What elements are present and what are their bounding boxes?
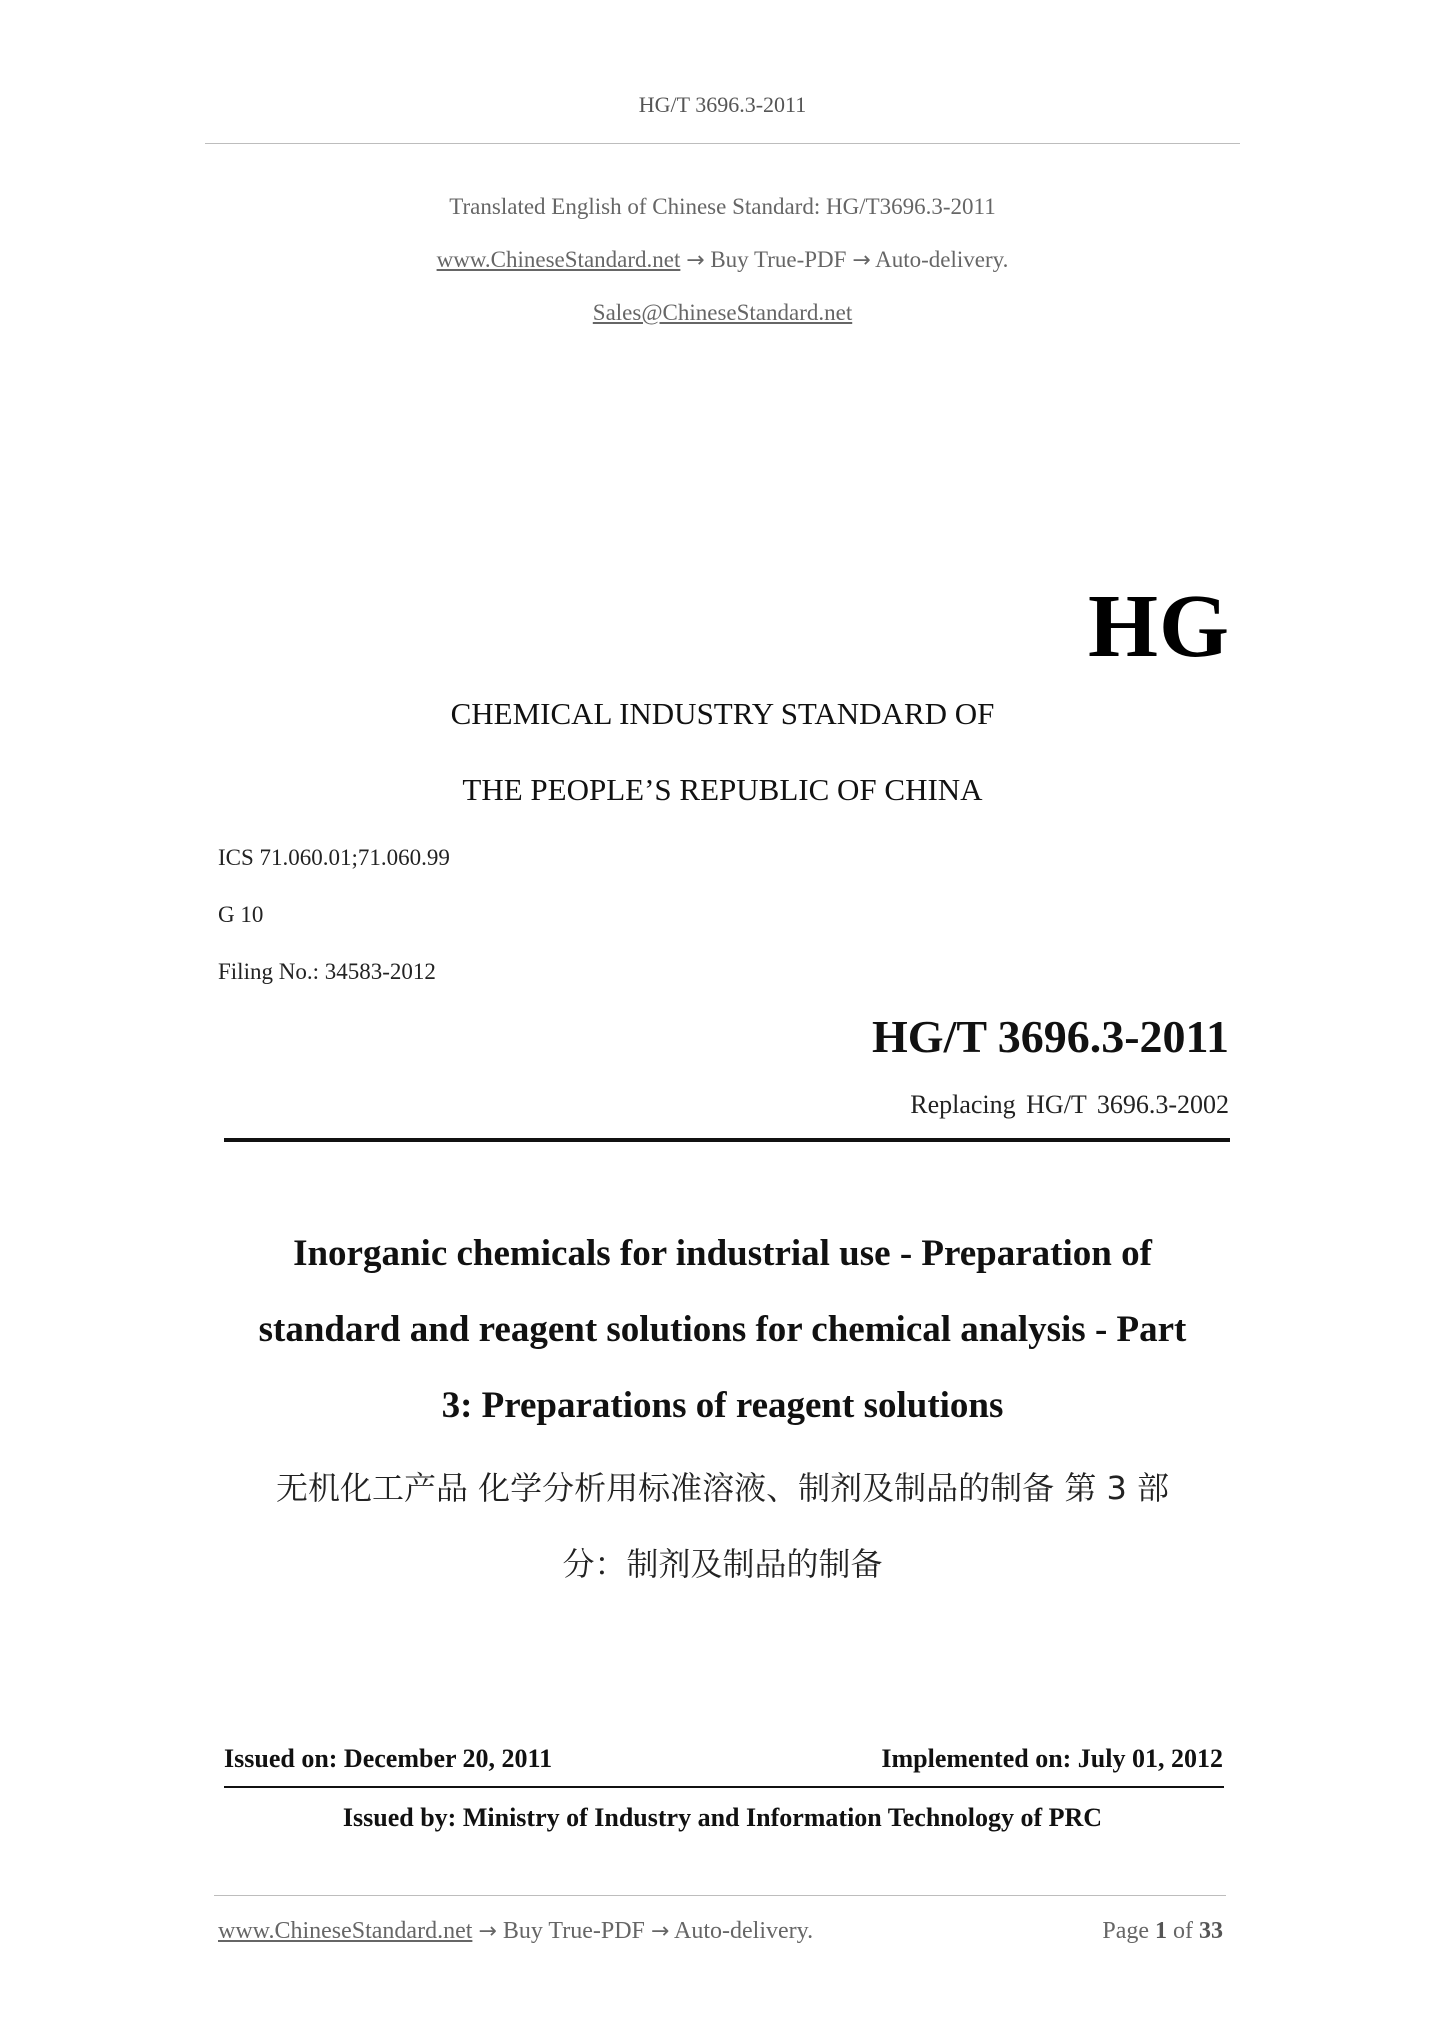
page-total: 33 <box>1199 1918 1223 1944</box>
arrow-right-icon: → <box>478 1919 497 1944</box>
english-title-line2: standard and reagent solutions for chemical analysis - Part <box>258 1309 1187 1350</box>
filing-number: Filing No.: 34583-2012 <box>218 959 436 984</box>
implemented-on-date: Implemented on: July 01, 2012 <box>881 1744 1223 1773</box>
chinese-title-line2: 分：制剂及制品的制备 <box>562 1545 883 1583</box>
issued-on-date: Issued on: December 20, 2011 <box>224 1744 553 1773</box>
standard-title-line1: CHEMICAL INDUSTRY STANDARD OF <box>450 696 995 731</box>
arrow-right-icon: → <box>686 248 705 273</box>
page-of-label: of <box>1173 1918 1193 1944</box>
standard-title-line2: THE PEOPLE’S REPUBLIC OF CHINA <box>462 772 983 807</box>
arrow-right-icon: → <box>650 1919 670 1944</box>
classification-code: G 10 <box>218 902 264 927</box>
title-divider <box>224 1138 1230 1142</box>
delivery-text: Auto-delivery. <box>875 247 1009 272</box>
footer-delivery-text: Auto-delivery. <box>674 1918 814 1944</box>
running-header: HG/T 3696.3-2011 <box>638 92 807 117</box>
page-indicator <box>1102 1918 1223 1945</box>
footer-website-link[interactable]: www.ChineseStandard.net <box>218 1918 473 1944</box>
email-link[interactable]: Sales@ChineseStandard.net <box>592 300 853 325</box>
translation-notice: Translated English of Chinese Standard: HG/T3696.3-2011 <box>449 194 996 219</box>
issue-divider <box>224 1786 1224 1788</box>
website-link[interactable]: www.ChineseStandard.net <box>436 247 681 272</box>
header-divider <box>205 143 1240 144</box>
footer-buy-text: Buy True-PDF <box>502 1918 645 1944</box>
footer-divider <box>214 1895 1226 1896</box>
english-title-line1: Inorganic chemicals for industrial use - Preparation of <box>293 1233 1152 1274</box>
page-current: 1 <box>1155 1918 1167 1944</box>
chinese-title-line1: 无机化工产品 化学分析用标准溶液、制剂及制品的制备 第 3 部 <box>275 1469 1170 1507</box>
arrow-right-icon: → <box>852 248 871 273</box>
buy-text: Buy True-PDF <box>710 247 847 272</box>
footer-purchase-line <box>218 1918 813 1945</box>
page-label: Page <box>1102 1918 1149 1944</box>
email-line <box>0 300 1445 326</box>
english-title-line3: 3: Preparations of reagent solutions <box>441 1385 1004 1426</box>
standard-mark: HG <box>1087 577 1230 676</box>
purchase-line <box>0 247 1445 273</box>
replacing-standard: Replacing HG/T 3696.3-2002 <box>910 1090 1229 1119</box>
standard-number: HG/T 3696.3-2011 <box>872 1011 1229 1062</box>
ics-code: ICS 71.060.01;71.060.99 <box>218 845 450 870</box>
issuing-authority: Issued by: Ministry of Industry and Information Technology of PRC <box>342 1803 1103 1832</box>
